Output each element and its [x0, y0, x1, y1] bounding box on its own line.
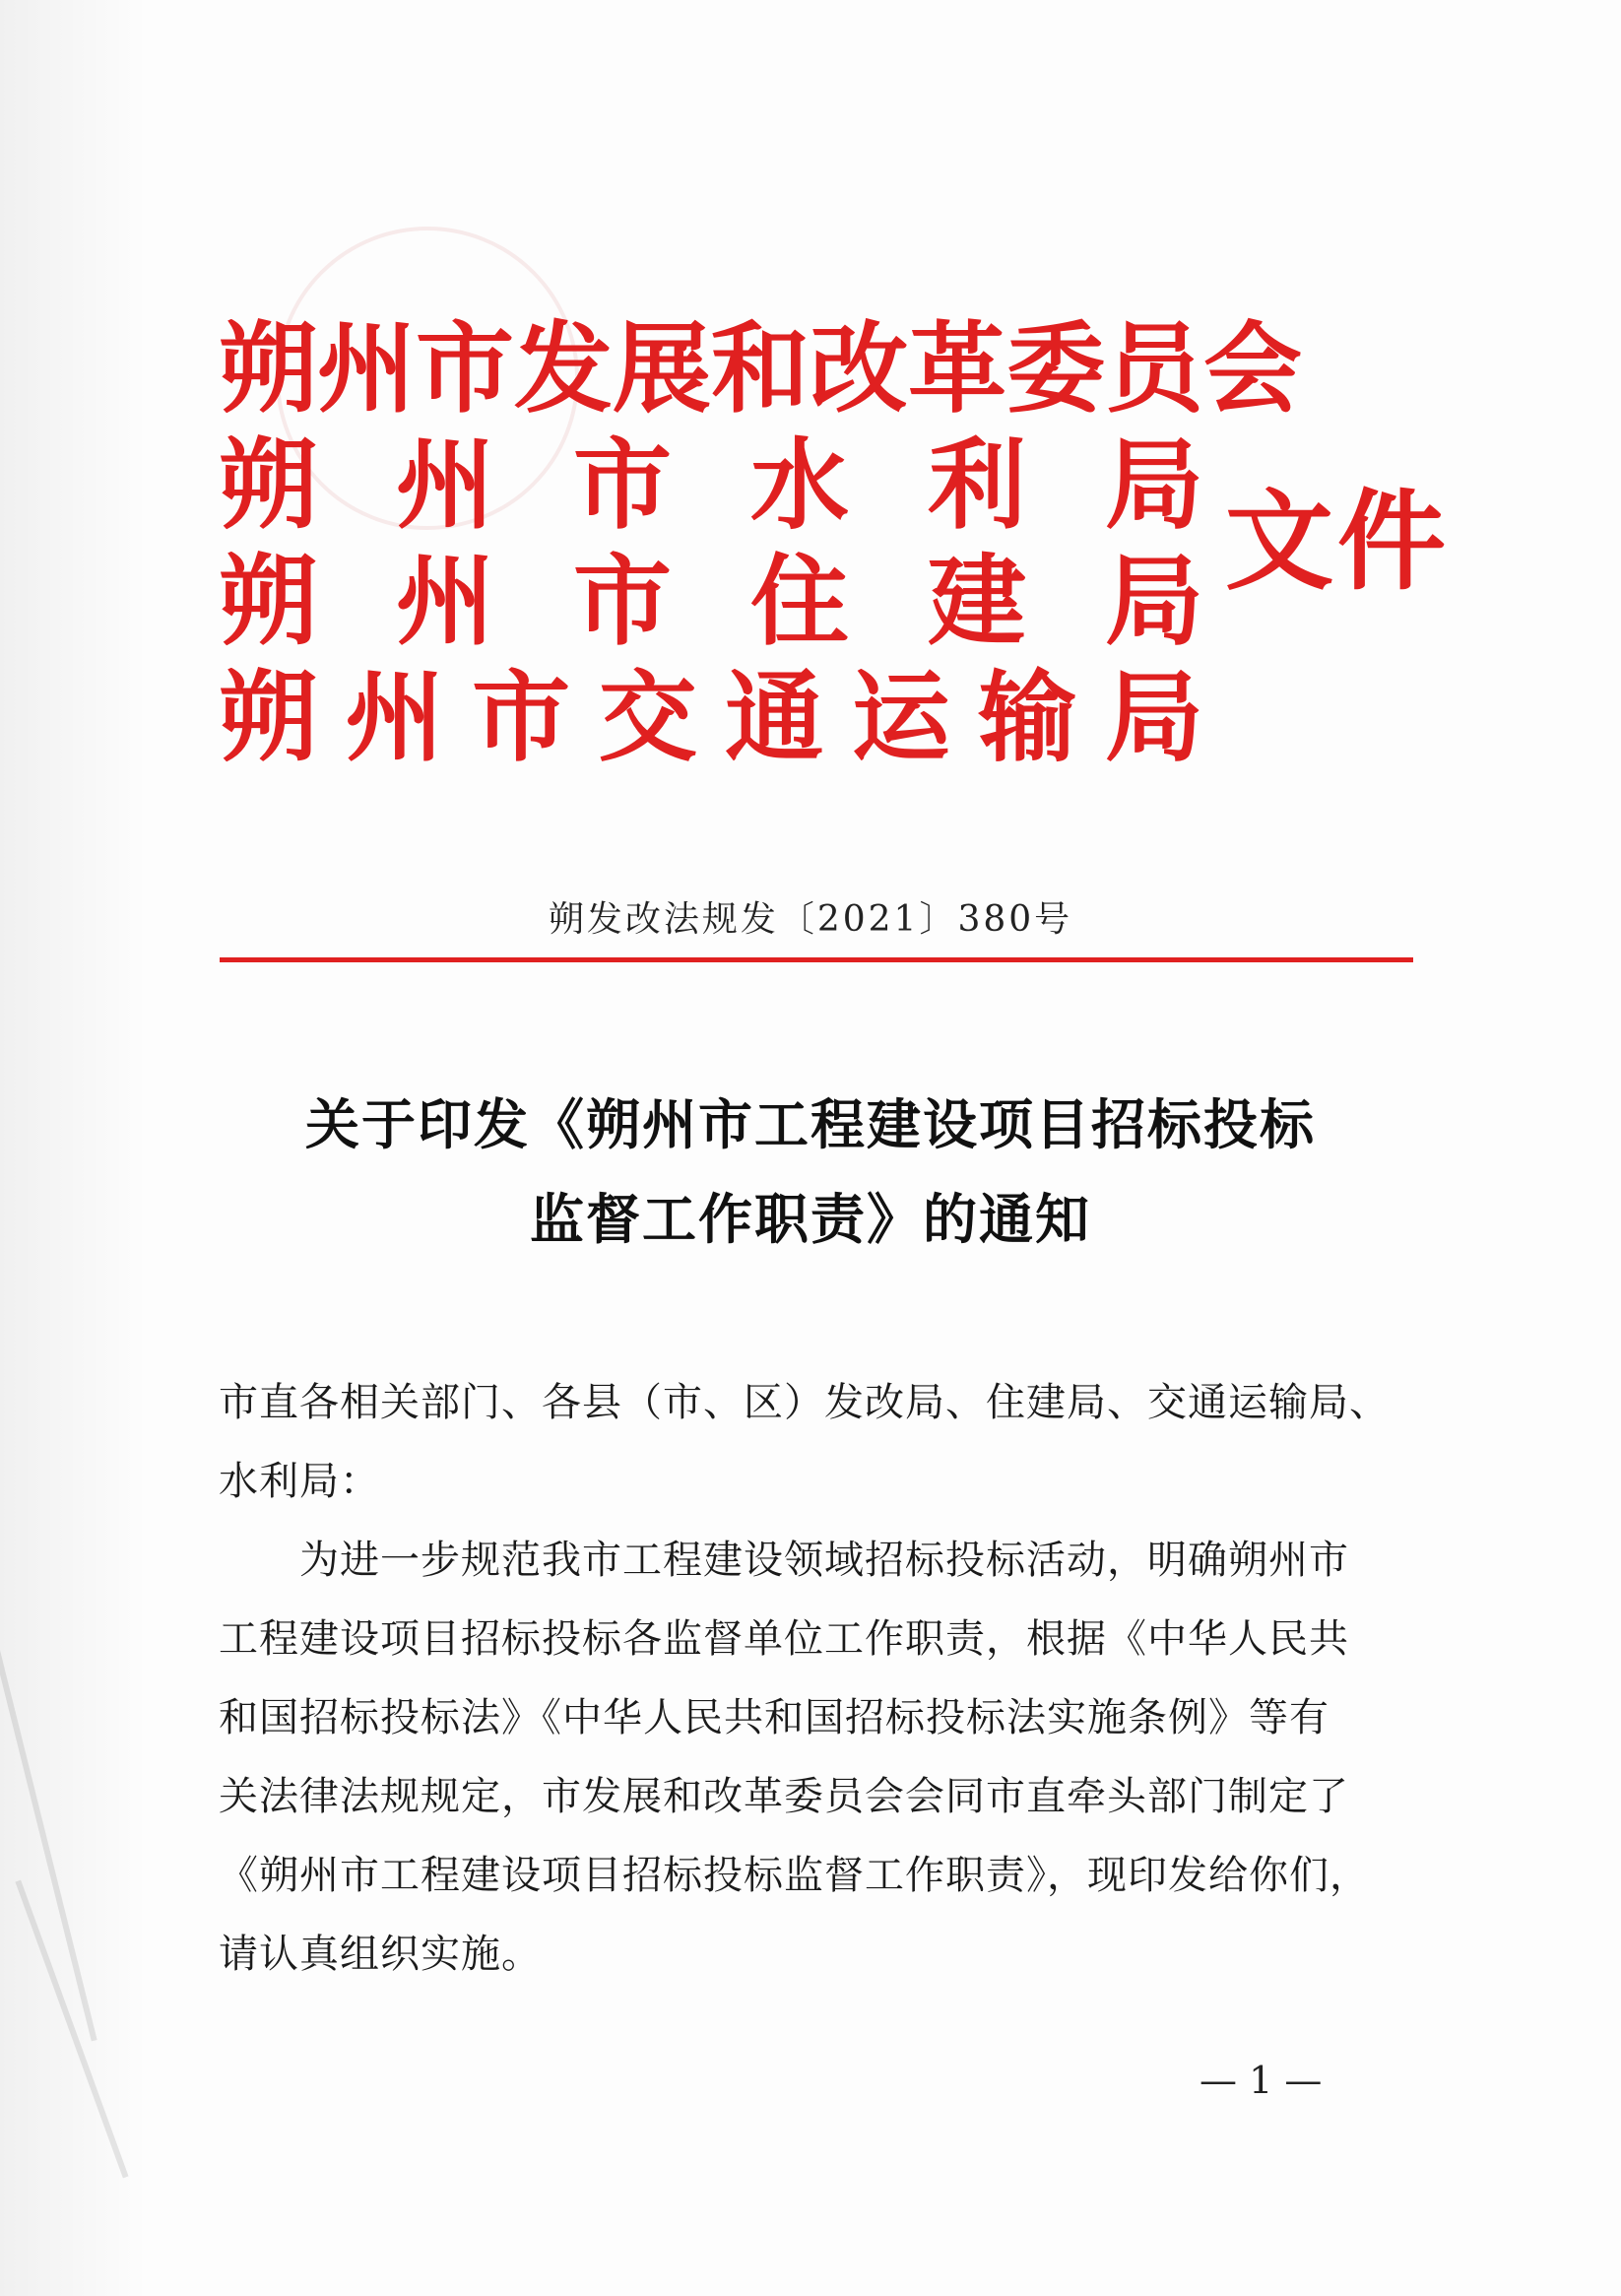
issuer-char: 州 [396, 543, 494, 659]
red-divider [220, 957, 1413, 962]
issuer-char: 市 [573, 426, 672, 543]
body-line: 水利局： [219, 1459, 380, 1504]
issuer-char: 市 [472, 659, 571, 775]
notice-title-line-2: 监督工作职责》的通知 [529, 1187, 1091, 1251]
body-line: 为进一步规范我市工程建设领域招标投标活动，明确朔州市 [219, 1538, 1349, 1583]
document-number: 朔发改法规发〔2021〕380号 [548, 899, 1073, 940]
issuer-char: 市 [573, 543, 672, 659]
body-line: 请认真组织实施。 [219, 1932, 542, 1977]
issuer-block [219, 310, 1302, 775]
issuer-char: 局 [1105, 543, 1203, 659]
document-suffix: 文件 [1225, 478, 1450, 605]
body-line: 工程建设项目招标投标各监督单位工作职责，根据《中华人民共 [219, 1616, 1349, 1662]
body-line: 和国招标投标法》《中华人民共和国招标投标法实施条例》等有 [219, 1695, 1329, 1740]
issuer-char: 朔 [219, 426, 317, 543]
issuer-char: 州 [396, 426, 494, 543]
issuer-char: 州 [345, 659, 444, 775]
body-line: 《朔州市工程建设项目招标投标监督工作职责》，现印发给你们， [219, 1853, 1370, 1898]
issuer-char: 朔 [219, 543, 317, 659]
notice-title-line-1: 关于印发《朔州市工程建设项目招标投标 [304, 1092, 1316, 1156]
issuer-char: 输 [978, 659, 1077, 775]
issuer-char: 局 [1105, 426, 1203, 543]
issuer-char: 交 [598, 659, 697, 775]
issuer-char: 水 [750, 426, 849, 543]
issuer-char: 局 [1104, 659, 1203, 775]
issuer-char: 住 [750, 543, 849, 659]
issuer-char: 朔 [219, 659, 317, 775]
issuer-char: 建 [928, 543, 1026, 659]
issuer-line [219, 543, 1203, 659]
issuer-name: 朔州市发展和改革委员会 [219, 310, 1302, 426]
issuer-char: 利 [928, 426, 1026, 543]
body-line: 市直各相关部门、各县（市、区）发改局、住建局、交通运输局、 [219, 1380, 1390, 1425]
body-line: 关法律法规规定，市发展和改革委员会会同市直牵头部门制定了 [219, 1774, 1349, 1819]
issuer-char: 运 [851, 659, 950, 775]
page-number: — 1 — [1200, 2059, 1323, 2102]
issuer-line [219, 310, 1302, 426]
issuer-line [219, 426, 1203, 543]
issuer-char: 通 [725, 659, 824, 775]
issuer-line [219, 659, 1203, 775]
